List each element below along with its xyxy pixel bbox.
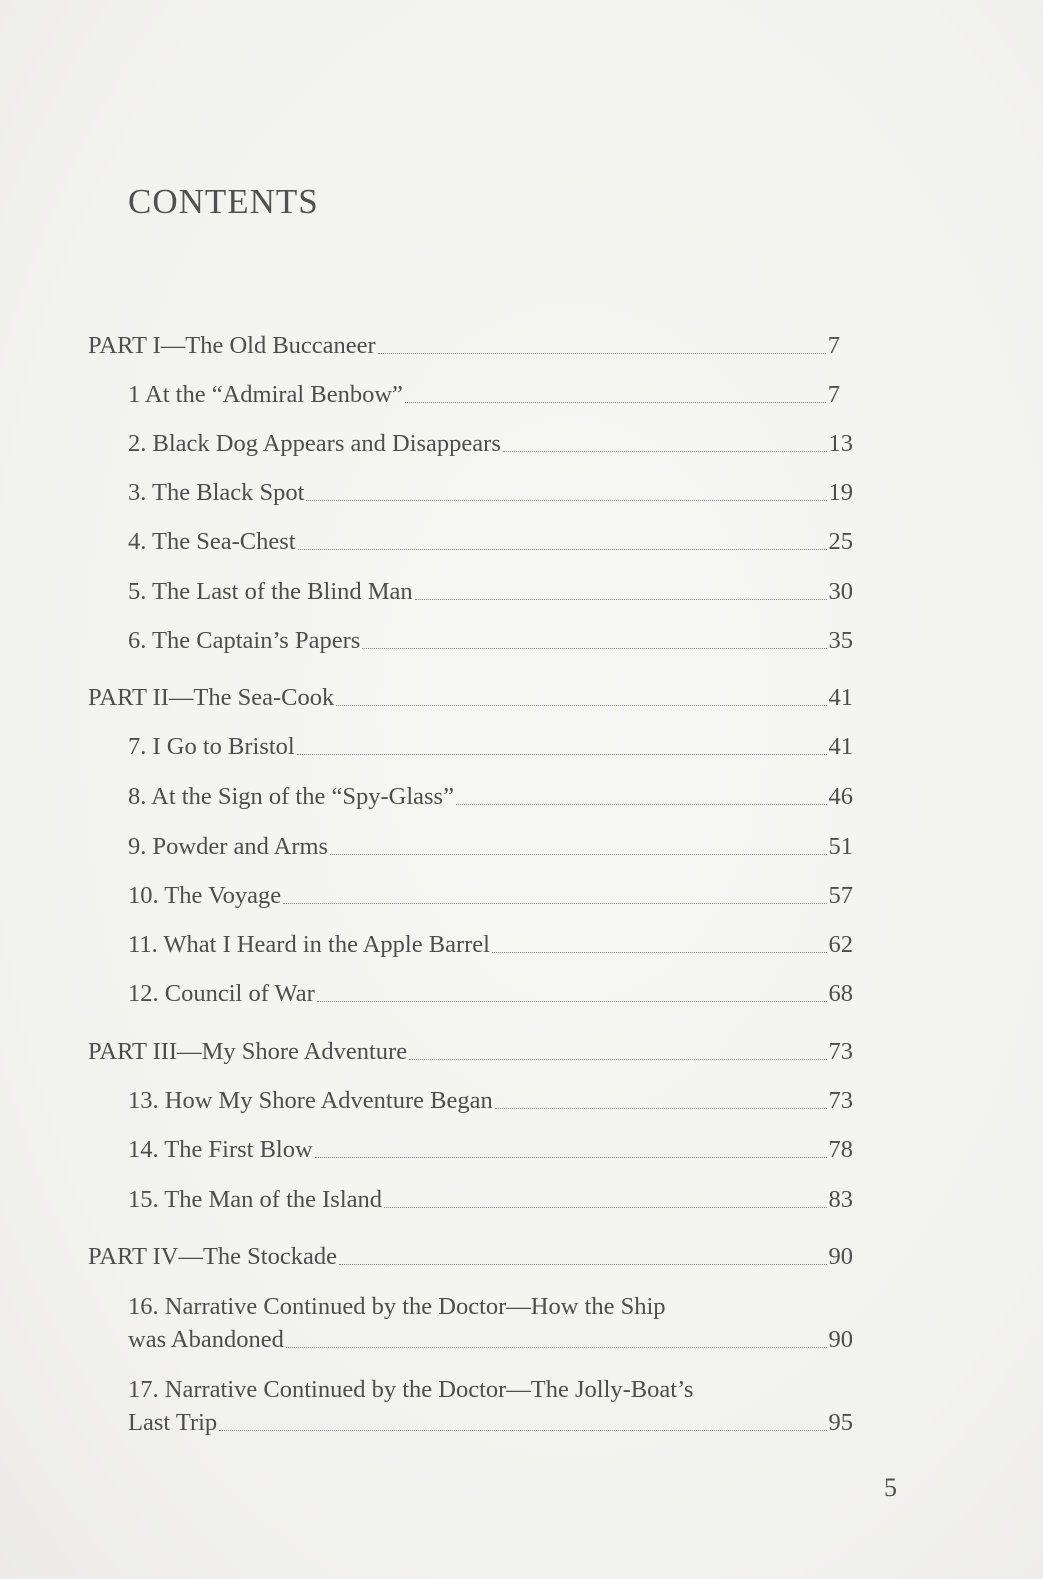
toc-entry-page: 7 [827,332,840,359]
toc-entry-page: 46 [828,783,853,810]
dot-leader [492,951,827,953]
toc-chapter-entry [128,830,853,863]
toc-entry-label: PART I—The Old Buccaneer [88,332,376,359]
toc-entry-label: 6. The Captain’s Papers [128,627,361,654]
toc-entry-label: 11. What I Heard in the Apple Barrel [128,931,490,958]
toc-entry-label: 13. How My Shore Adventure Began [128,1087,493,1114]
toc-entry-page: 90 [828,1243,853,1270]
dot-leader [495,1107,827,1109]
toc-entry-page: 62 [828,931,853,958]
dot-leader [415,598,827,600]
toc-entry-page: 35 [828,627,853,654]
dot-leader [219,1429,826,1431]
toc-entry-label: 14. The First Blow [128,1136,313,1163]
toc-entry-page: 30 [828,578,853,605]
dot-leader [315,1156,827,1158]
dot-leader [286,1346,827,1348]
page-number: 5 [884,1473,897,1502]
toc-chapter-entry [128,730,853,763]
toc-entry-label: 16. Narrative Continued by the Doctor—How the Ship [128,1293,666,1320]
dot-leader [339,1263,827,1265]
toc-entry-page: 19 [828,479,853,506]
toc-chapter-entry [128,879,853,912]
dot-leader [283,902,826,904]
toc-entry-page: 90 [828,1326,853,1353]
dot-leader [378,352,826,354]
toc-entry-label: PART III—My Shore Adventure [88,1038,408,1065]
dot-leader [317,1000,827,1002]
dot-leader [384,1206,826,1208]
dot-leader [409,1058,826,1060]
toc-entry-label: 2. Black Dog Appears and Disappears [128,430,501,457]
toc-entry-label: 10. The Voyage [128,882,282,909]
toc-chapter-entry [128,378,840,411]
dot-leader [503,450,827,452]
toc-entry-page: 68 [828,980,853,1007]
toc-entry-label: 15. The Man of the Island [128,1186,383,1213]
page-title: CONTENTS [128,182,319,221]
toc-chapter-entry [128,977,853,1010]
toc-chapter-entry [128,1084,853,1117]
toc-entry-page: 57 [828,882,853,909]
dot-leader [405,401,826,403]
toc-entry-page: 41 [828,684,853,711]
toc-entry-label: 9. Powder and Arms [128,833,329,860]
toc-part-entry [88,329,840,362]
dot-leader [297,753,827,755]
toc-part-entry [88,1035,853,1068]
toc-chapter-entry [128,624,853,657]
toc-part-entry [88,1240,853,1273]
toc-chapter-entry [128,575,853,608]
toc-entry-line2 [128,1406,853,1439]
toc-chapter-entry [128,1183,853,1216]
toc-chapter-entry [128,525,853,558]
dot-leader [298,548,827,550]
dot-leader [362,647,826,649]
toc-chapter-entry [128,1290,853,1356]
toc-entry-page: 41 [828,733,853,760]
toc-chapter-entry [128,1373,853,1439]
toc-entry-label: 1 At the “Admiral Benbow” [128,381,403,408]
toc-entry-page: 73 [828,1038,853,1065]
toc-part-entry [88,681,853,714]
dot-leader [456,803,827,805]
toc-entry-label: 12. Council of War [128,980,315,1007]
toc-entry-page: 13 [828,430,853,457]
toc-entry-label: 7. I Go to Bristol [128,733,295,760]
dot-leader [336,704,826,706]
toc-entry-label: PART IV—The Stockade [88,1243,337,1270]
toc-entry-label: PART II—The Sea-Cook [88,684,335,711]
toc-entry-page: 51 [828,833,853,860]
toc-entry-page: 25 [828,528,853,555]
toc-chapter-entry [128,780,853,813]
toc-entry-label: 3. The Black Spot [128,479,305,506]
toc-entry-label-continued: Last Trip [128,1409,218,1436]
toc-chapter-entry [128,1133,853,1166]
toc-chapter-entry [128,928,853,961]
toc-entry-label: 8. At the Sign of the “Spy-Glass” [128,783,454,810]
toc-entry-page: 83 [828,1186,853,1213]
toc-entry-label: 5. The Last of the Blind Man [128,578,413,605]
dot-leader [330,853,826,855]
toc-entry-label: 4. The Sea-Chest [128,528,296,555]
toc-entry-page: 73 [828,1087,853,1114]
toc-chapter-entry [128,427,853,460]
toc-entry-line2 [128,1323,853,1356]
toc-entry-label: 17. Narrative Continued by the Doctor—The Jolly-Boat’s [128,1376,694,1403]
toc-chapter-entry [128,476,853,509]
toc-entry-label-continued: was Abandoned [128,1326,284,1353]
toc-entry-page: 78 [828,1136,853,1163]
toc-entry-page: 7 [827,381,840,408]
dot-leader [306,499,826,501]
toc-entry-page: 95 [828,1409,853,1436]
